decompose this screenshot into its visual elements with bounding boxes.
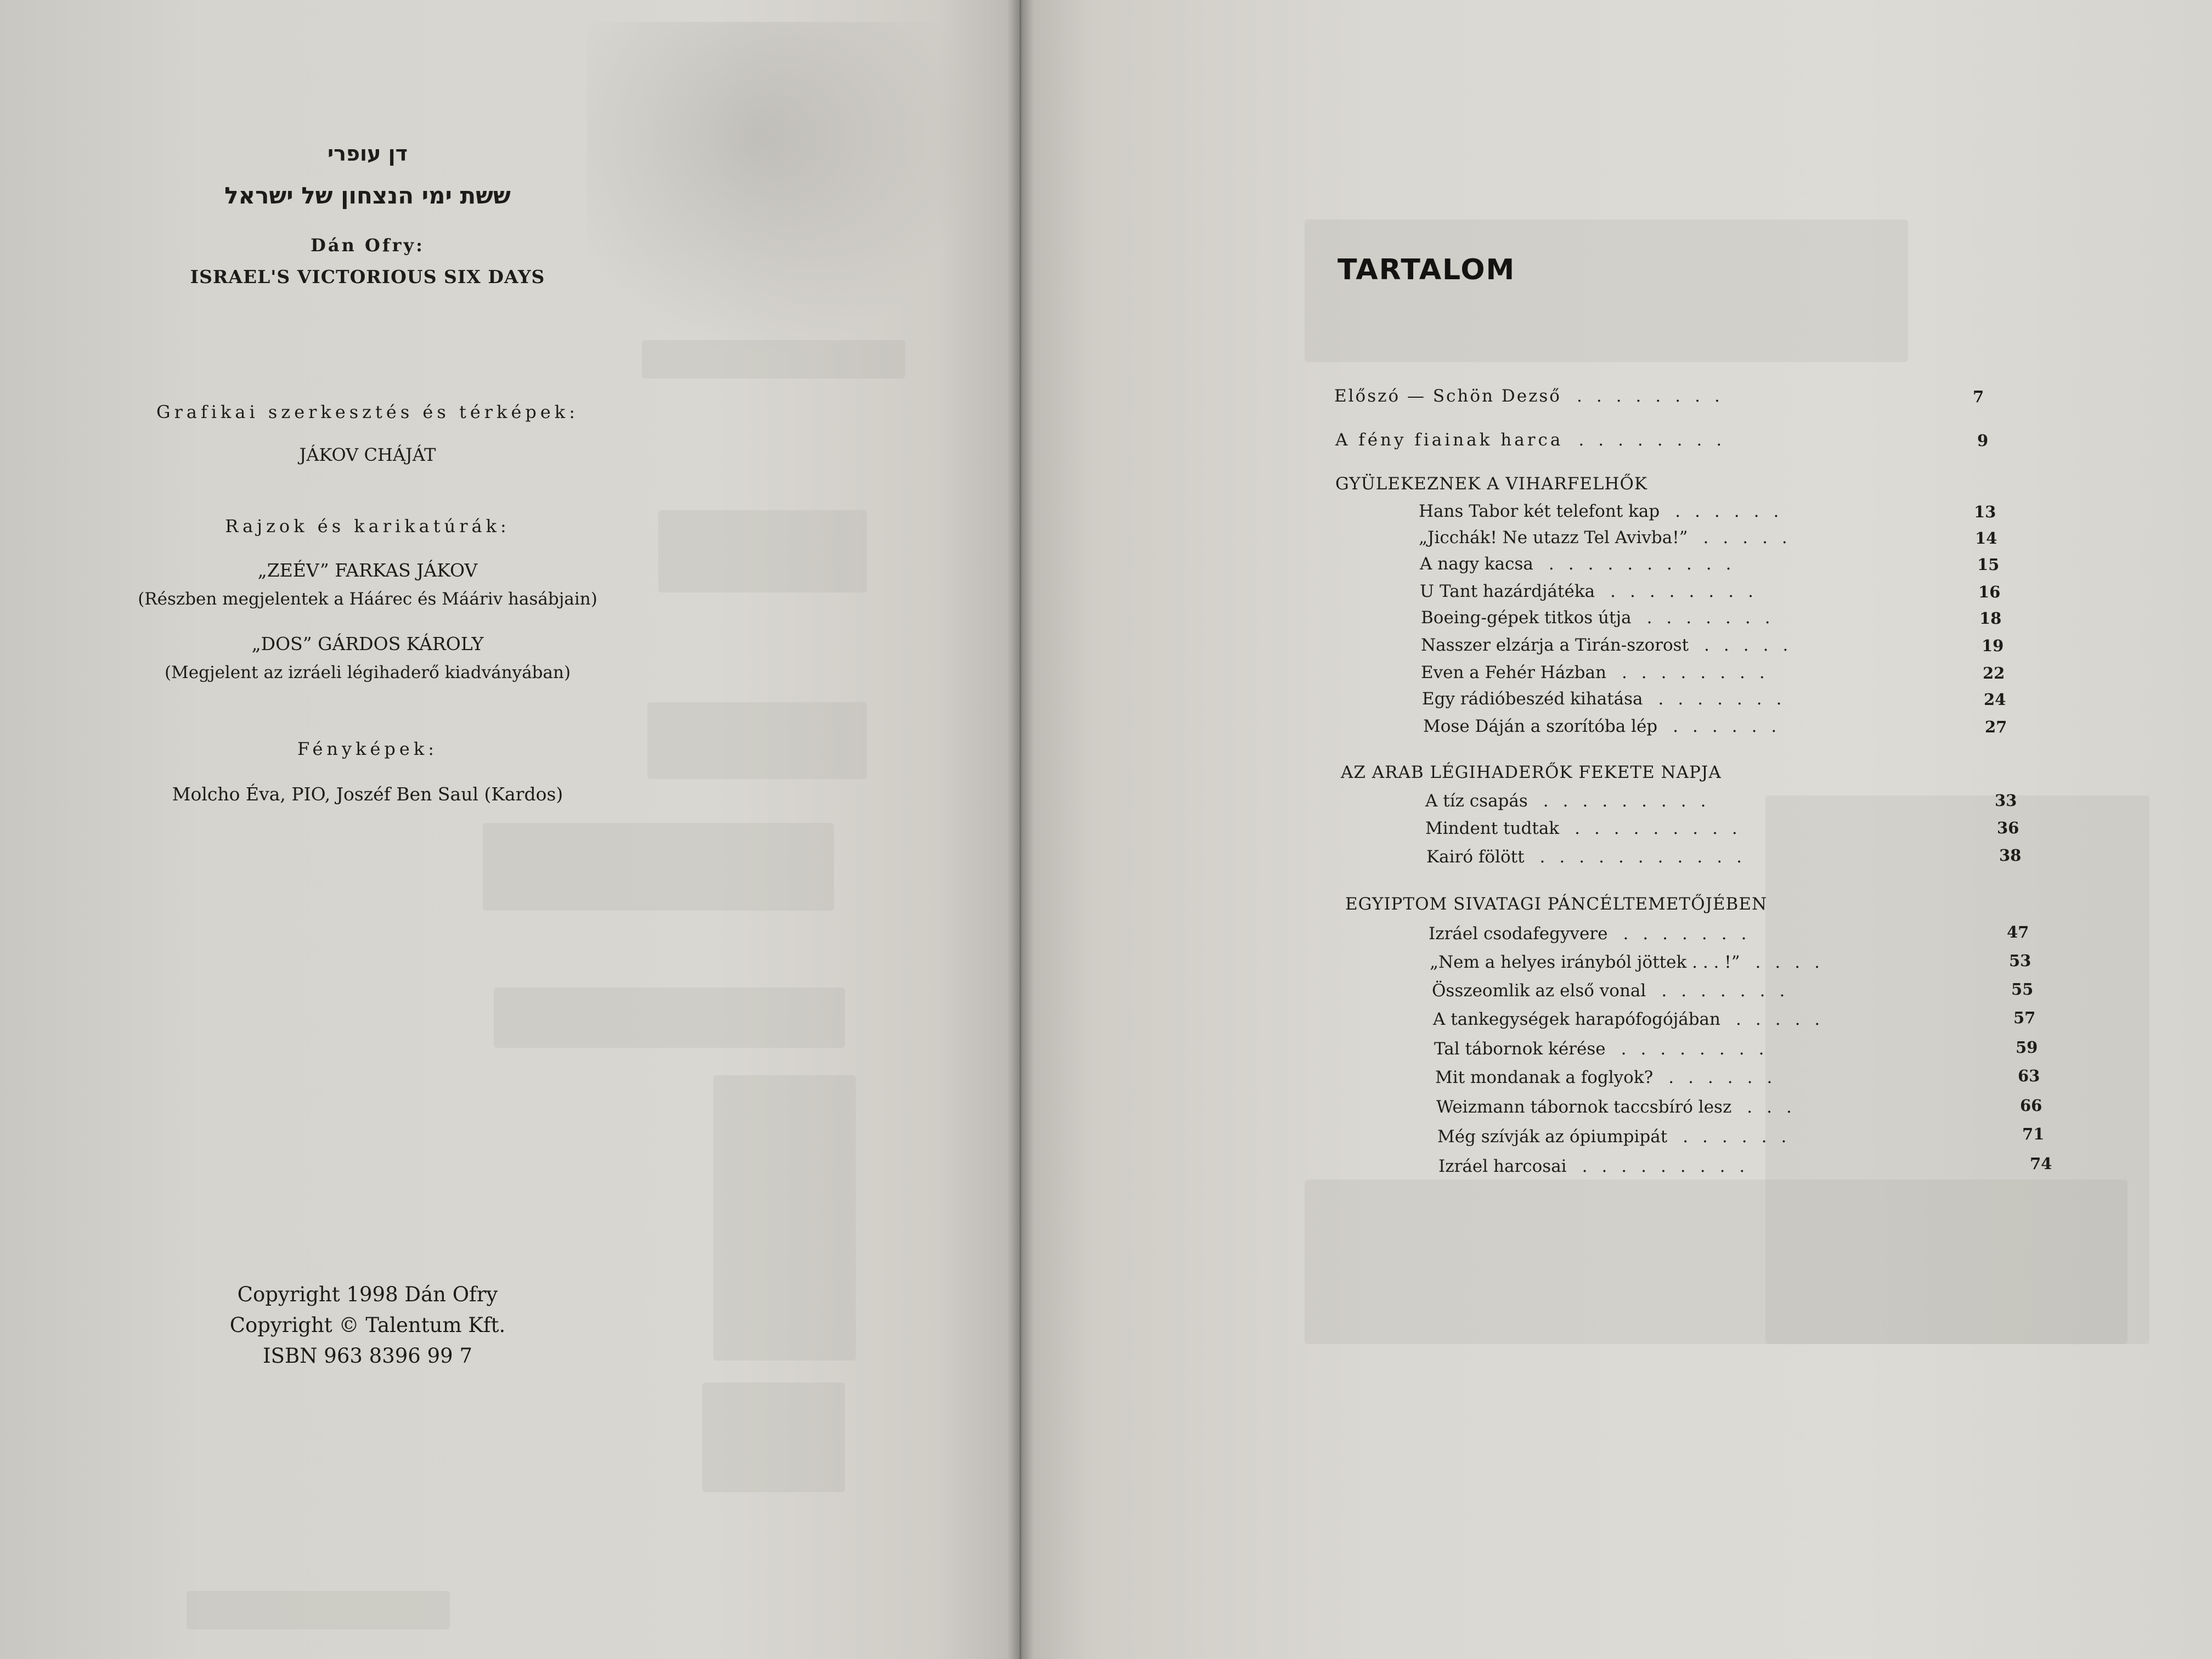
toc-entry	[1419, 501, 1793, 521]
leader-dots: ......	[1683, 1127, 1801, 1147]
toc-entry	[1432, 981, 1799, 1001]
toc-page-number: 74	[2030, 1154, 2052, 1173]
toc-page-number: 57	[2013, 1008, 2036, 1027]
show-through-mark	[647, 702, 867, 779]
toc-section-heading: EGYIPTOM SIVATAGI PÁNCÉLTEMETŐJÉBEN	[1345, 894, 1768, 914]
toc-entry-title: Mit mondanak a foglyok?	[1435, 1068, 1654, 1087]
toc-entry-title: Egy rádióbeszéd kihatása	[1422, 689, 1643, 709]
toc-entry-title: „Nem a helyes irányból jöttek . . . !”	[1430, 952, 1740, 972]
toc-section-heading: GYÜLEKEZNEK A VIHARFELHŐK	[1335, 474, 1648, 494]
toc-page-number: 59	[2016, 1038, 2038, 1057]
toc-section-heading: AZ ARAB LÉGIHADERŐK FEKETE NAPJA	[1341, 763, 1722, 782]
toc-entry	[1430, 952, 1834, 972]
toc-page-number: 18	[1979, 609, 2002, 628]
leader-dots: .......	[1658, 689, 1796, 709]
toc-entry-title: Mindent tudtak	[1425, 819, 1560, 838]
toc-entry-title: Nasszer elzárja a Tirán-szorost	[1421, 635, 1689, 655]
toc-entry-title: A tíz csapás	[1425, 791, 1528, 811]
toc-title: TARTALOM	[1338, 253, 1516, 286]
leader-dots: .......	[1623, 924, 1761, 944]
toc-page-number: 55	[2011, 980, 2034, 998]
leader-dots: .....	[1736, 1009, 1835, 1029]
graphics-name: JÁKOV CHÁJÁT	[299, 444, 436, 465]
toc-entry	[1438, 1156, 1759, 1176]
toc-page-number: 38	[1999, 846, 2022, 865]
hebrew-author: דן עופרי	[327, 142, 408, 166]
artist1-note: (Részben megjelentek a Háárec és Mááriv hasábjain)	[138, 589, 597, 609]
toc-entry	[1436, 1097, 1806, 1117]
toc-page-number: 66	[2020, 1096, 2042, 1115]
toc-entry	[1435, 1068, 1786, 1087]
toc-page-number: 19	[1982, 636, 2004, 655]
toc-page-number: 7	[1973, 387, 1984, 406]
book-gutter	[1007, 0, 1034, 1659]
toc-entry	[1433, 1009, 1834, 1029]
show-through-mark	[483, 823, 834, 911]
toc-page-number: 71	[2022, 1125, 2045, 1143]
show-through-mark	[1305, 219, 1908, 362]
leader-dots: ......	[1673, 716, 1791, 736]
leader-dots: .........	[1543, 791, 1720, 811]
toc-entry-title: Hans Tabor két telefont kap	[1419, 501, 1660, 521]
toc-entry	[1419, 528, 1802, 548]
leader-dots: .....	[1703, 528, 1802, 548]
toc-page-number: 53	[2009, 951, 2032, 970]
toc-entry-title: Tal tábornok kérése	[1434, 1039, 1606, 1059]
toc-page-number: 22	[1983, 664, 2005, 682]
show-through-photo	[587, 22, 971, 351]
author-name: Dán Ofry:	[311, 235, 425, 256]
toc-page-number: 33	[1995, 791, 2017, 810]
toc-entry	[1420, 554, 1745, 574]
toc-entry	[1421, 635, 1802, 655]
leader-dots: ...	[1747, 1097, 1806, 1117]
drawings-label: Rajzok és karikatúrák:	[225, 516, 510, 537]
leader-dots: .......	[1646, 608, 1785, 628]
leader-dots: ...........	[1539, 847, 1756, 867]
toc-entry	[1420, 582, 1768, 601]
toc-page-number: 16	[1978, 583, 2001, 601]
toc-entry	[1434, 1039, 1778, 1059]
leader-dots: ....	[1755, 952, 1834, 972]
artist1-name: „ZEÉV” FARKAS JÁKOV	[257, 560, 478, 581]
graphics-label: Grafikai szerkesztés és térképek:	[156, 402, 579, 422]
toc-entry	[1423, 716, 1791, 736]
isbn: ISBN 963 8396 99 7	[263, 1344, 472, 1368]
toc-entry	[1334, 386, 1734, 406]
leader-dots: .........	[1582, 1156, 1759, 1176]
toc-entry	[1421, 663, 1779, 682]
toc-page-number: 13	[1974, 503, 1996, 521]
toc-entry-title: A nagy kacsa	[1420, 554, 1533, 574]
hebrew-title: ששת ימי הנצחון של ישראל	[224, 182, 511, 209]
show-through-mark	[1305, 1180, 2128, 1344]
toc-entry-title: A fény fiainak harca	[1335, 430, 1564, 450]
left-page	[0, 0, 1019, 1659]
leader-dots: ......	[1675, 501, 1793, 521]
toc-entry-title: Boeing-gépek titkos útja	[1421, 608, 1632, 628]
toc-entry	[1425, 819, 1752, 838]
leader-dots: ..........	[1548, 554, 1746, 574]
toc-page-number: 14	[1975, 529, 1997, 548]
toc-page-number: 15	[1977, 555, 2000, 574]
show-through-mark	[494, 988, 845, 1048]
copyright-line-1: Copyright 1998 Dán Ofry	[237, 1283, 498, 1306]
show-through-mark	[187, 1591, 450, 1629]
leader-dots: ........	[1621, 1039, 1779, 1059]
show-through-mark	[713, 1075, 856, 1361]
leader-dots: ........	[1576, 386, 1734, 406]
toc-entry-title: „Jicchák! Ne utazz Tel Avivba!”	[1419, 528, 1688, 548]
toc-entry-title: Mose Dáján a szorítóba lép	[1423, 716, 1658, 736]
toc-entry	[1429, 924, 1760, 944]
toc-entry-title: Még szívják az ópiumpipát	[1437, 1127, 1668, 1147]
toc-entry	[1425, 791, 1720, 811]
toc-entry	[1335, 430, 1736, 450]
toc-entry-title: Kairó fölött	[1426, 847, 1525, 867]
leader-dots: ........	[1610, 582, 1768, 601]
toc-page-number: 36	[1997, 819, 2019, 837]
show-through-mark	[642, 340, 905, 379]
leader-dots: .........	[1575, 819, 1752, 838]
photos-names: Molcho Éva, PIO, Joszéf Ben Saul (Kardos)	[172, 783, 563, 805]
toc-entry-title: Izráel harcosai	[1438, 1156, 1567, 1176]
toc-entry-title: Even a Fehér Házban	[1421, 663, 1606, 682]
show-through-mark	[702, 1383, 845, 1492]
toc-page-number: 24	[1984, 690, 2006, 709]
english-title: ISRAEL'S VICTORIOUS SIX DAYS	[190, 266, 545, 287]
toc-entry-title: U Tant hazárdjátéka	[1420, 582, 1595, 601]
toc-entry-title: Weizmann tábornok taccsbíró lesz	[1436, 1097, 1732, 1117]
toc-entry-title: A tankegységek harapófogójában	[1433, 1009, 1721, 1029]
toc-page-number: 63	[2018, 1066, 2040, 1085]
toc-page-number: 27	[1985, 718, 2007, 736]
leader-dots: .....	[1704, 635, 1803, 655]
leader-dots: .......	[1661, 981, 1799, 1001]
photos-label: Fényképek:	[297, 738, 438, 759]
copyright-line-2: Copyright © Talentum Kft.	[229, 1313, 506, 1337]
leader-dots: ......	[1668, 1068, 1787, 1087]
artist2-name: „DOS” GÁRDOS KÁROLY	[251, 633, 484, 654]
leader-dots: ........	[1578, 430, 1736, 450]
toc-entry	[1422, 689, 1796, 709]
toc-entry-title: Összeomlik az első vonal	[1432, 981, 1646, 1001]
artist2-note: (Megjelent az izráeli légihaderő kiadványában)	[164, 663, 571, 682]
leader-dots: ........	[1621, 663, 1779, 682]
toc-entry-title: Előszó — Schön Dezső	[1334, 386, 1561, 406]
show-through-mark	[658, 510, 867, 592]
toc-entry	[1421, 608, 1785, 628]
toc-entry	[1437, 1127, 1801, 1147]
toc-entry	[1426, 847, 1756, 867]
toc-page-number: 9	[1977, 431, 1989, 450]
toc-entry-title: Izráel csodafegyvere	[1429, 924, 1608, 944]
toc-page-number: 47	[2007, 923, 2029, 941]
